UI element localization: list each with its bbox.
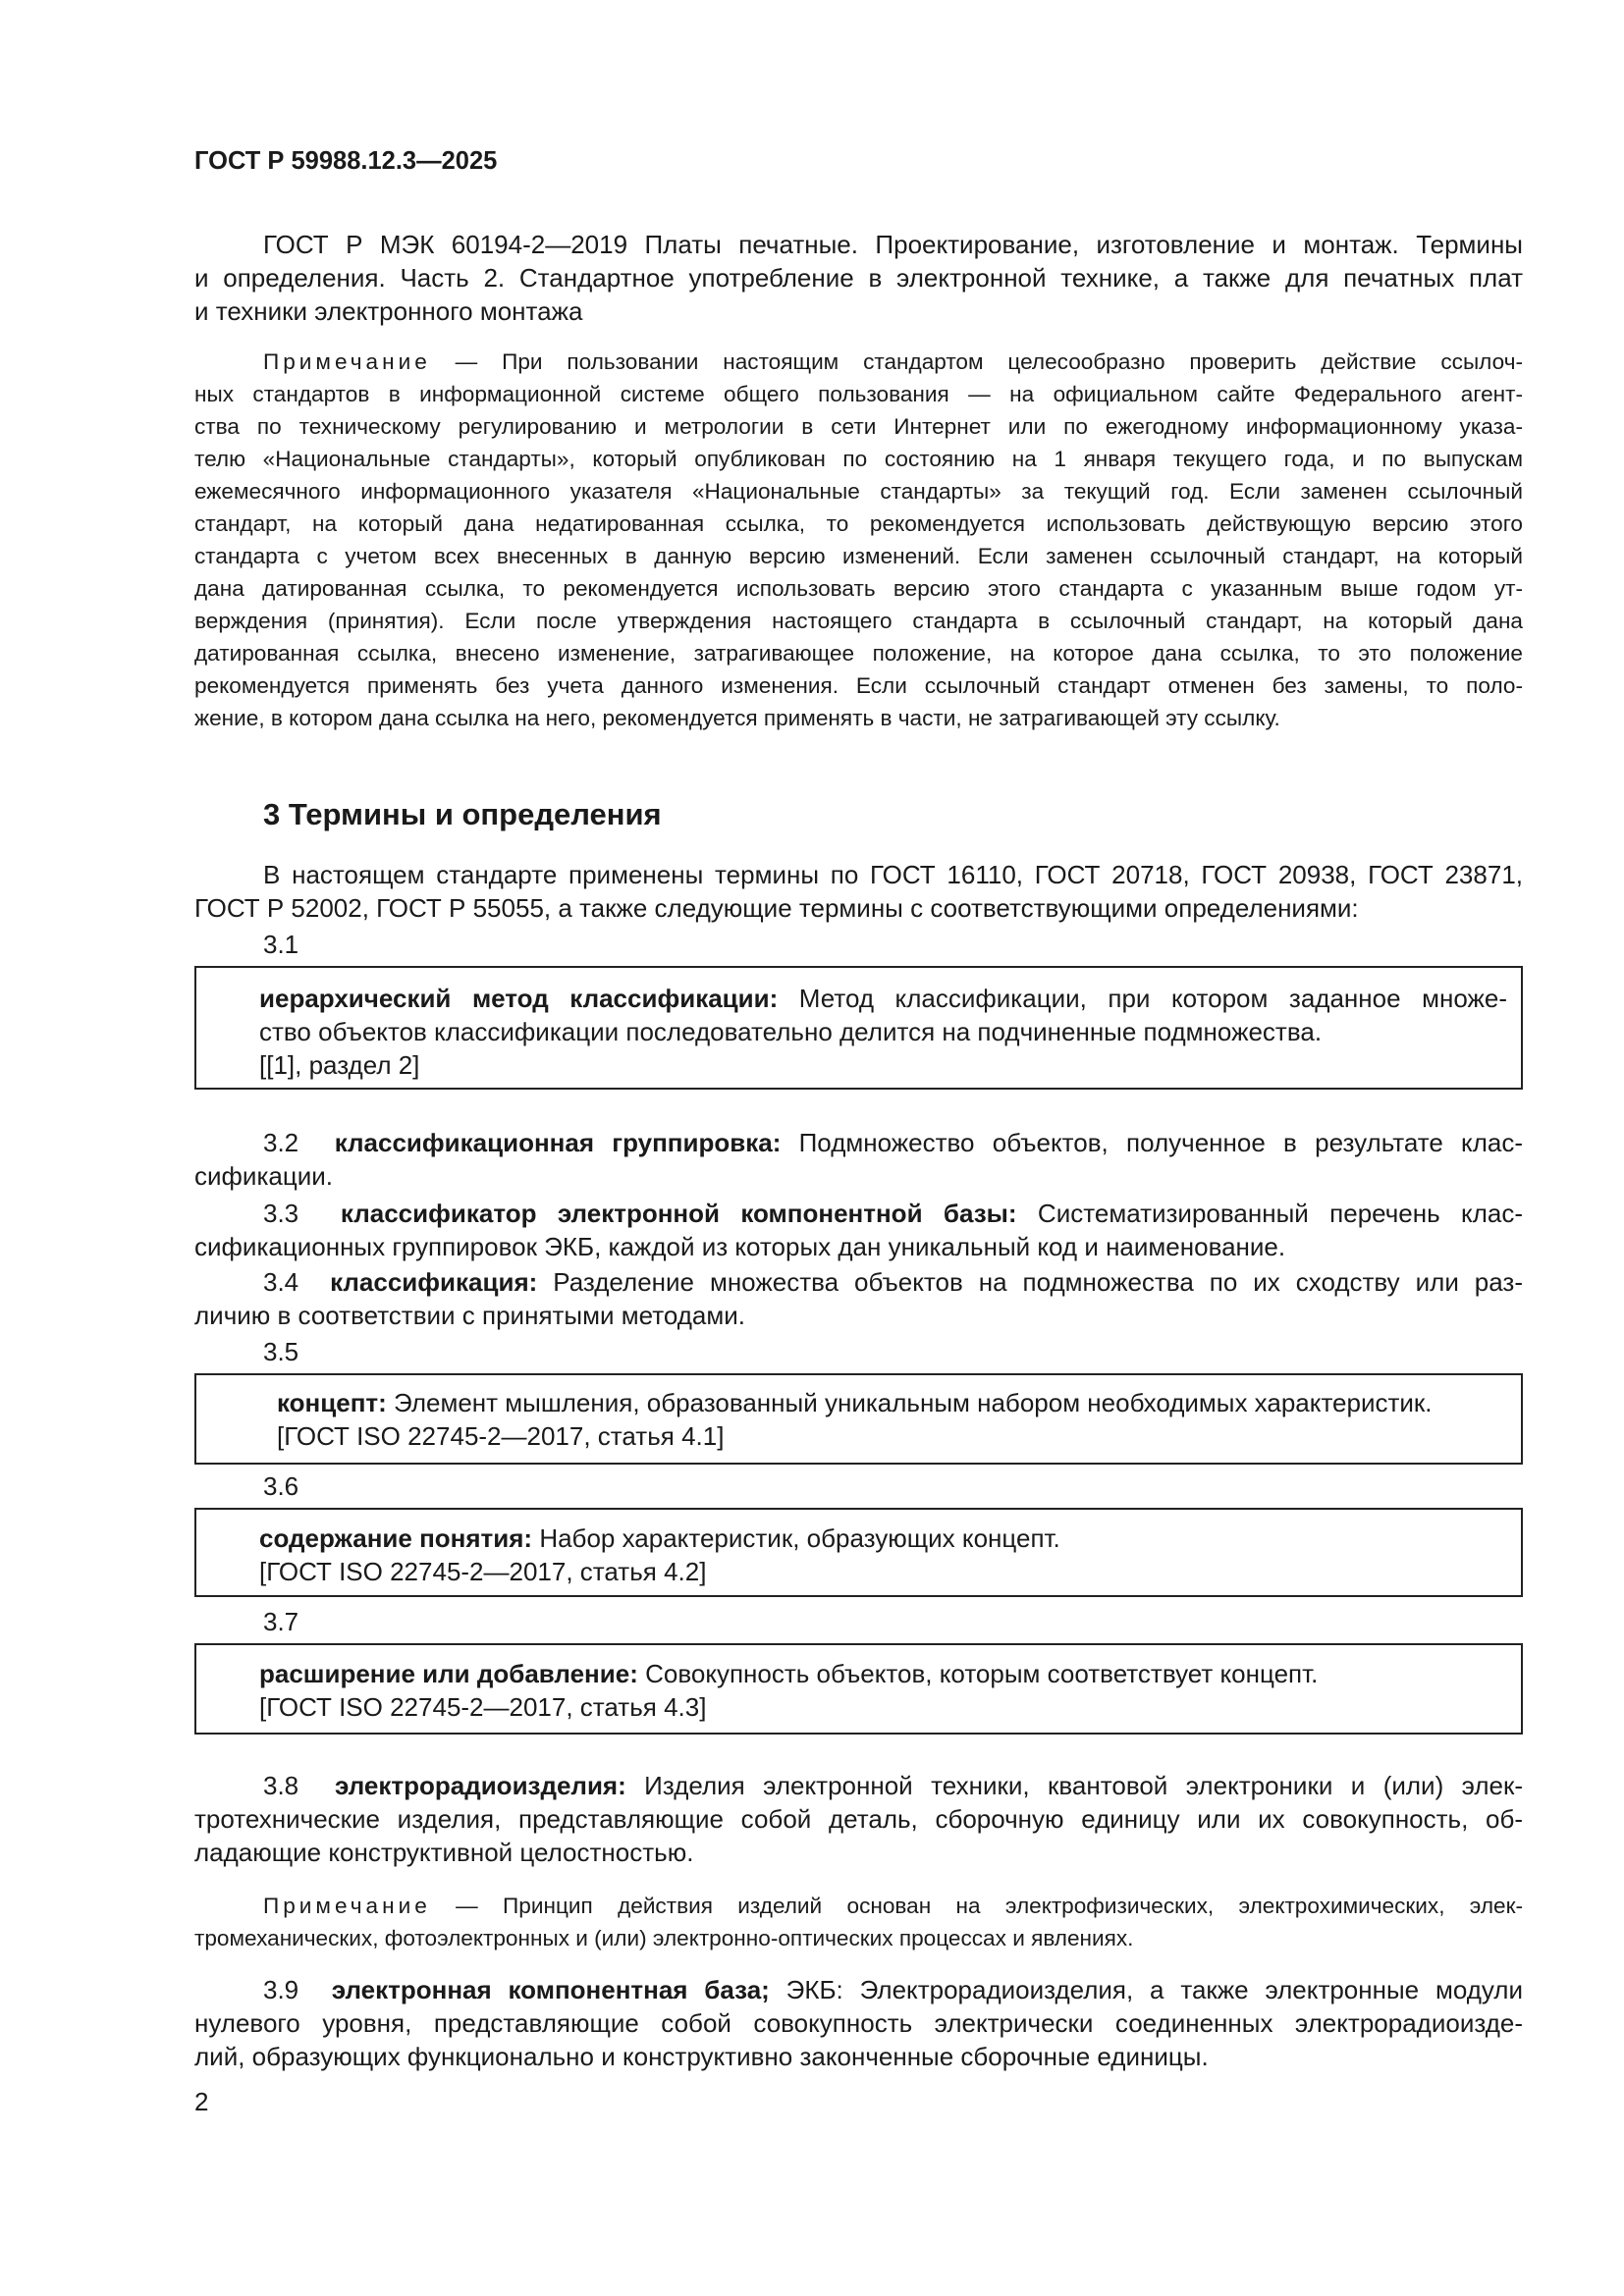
term-definition: Разделение множества объектов на подмножества по их сходству или раз-	[537, 1267, 1524, 1297]
term-title: электронная компонентная база;	[331, 1975, 770, 2004]
term-number: 3.9	[263, 1975, 299, 2004]
page-number: 2	[194, 2087, 209, 2116]
note-line: ежемесячного информационного указателя «Национальные стандарты» за текущий год. Если заменен ссылочный	[194, 479, 1523, 504]
term-title: классификация:	[330, 1267, 538, 1297]
term-definition: лий, образующих функционально и конструктивно законченные сборочные единицы.	[194, 2042, 1209, 2071]
term-number: 3.7	[263, 1607, 299, 1636]
reference-line: и определения. Часть 2. Стандартное употребление в электронной технике, а также для печатных плат	[194, 263, 1523, 293]
term-source: [[1], раздел 2]	[259, 1050, 420, 1080]
term-number: 3.3	[263, 1199, 299, 1228]
term-definition: Элемент мышления, образованный уникальным набором необходимых характеристик.	[386, 1388, 1433, 1417]
term-source: [ГОСТ ISO 22745-2—2017, статья 4.2]	[259, 1557, 707, 1586]
term-title: концепт:	[277, 1388, 387, 1417]
term-definition: Систематизированный перечень клас-	[1016, 1199, 1523, 1228]
term-title: классификатор электронной компонентной базы:	[340, 1199, 1017, 1228]
term-definition: личию в соответствии с принятыми методами.	[194, 1301, 745, 1330]
term-definition: сификационных группировок ЭКБ, каждой из которых дан уникальный код и наименование.	[194, 1232, 1286, 1261]
term-number: 3.1	[263, 930, 299, 959]
term-title: иерархический метод классификации:	[259, 984, 779, 1013]
term-number: 3.4	[263, 1267, 299, 1297]
term-definition: ЭКБ: Электрорадиоизделия, а также электронные модули	[769, 1975, 1524, 2004]
note-line: стандарт, на который дана недатированная ссылка, то рекомендуется использовать действующую версию этого	[194, 511, 1523, 536]
note-line: ных стандартов в информационной системе общего пользования — на официальном сайте Федерального агент-	[194, 382, 1523, 406]
note-line: жение, в котором дана ссылка на него, рекомендуется применять в части, не затрагивающей эту ссылку.	[194, 706, 1280, 730]
note-line: телю «Национальные стандарты», который опубликован по состоянию на 1 января текущего года, и по выпускам	[194, 447, 1523, 471]
section-intro-line: В настоящем стандарте применены термины по ГОСТ 16110, ГОСТ 20718, ГОСТ 20938, ГОСТ 23871,	[263, 860, 1523, 889]
term-definition: Изделия электронной техники, квантовой электроники и (или) элек-	[625, 1771, 1524, 1800]
term-definition: нулевого уровня, представляющие собой совокупность электрически соединенных электрорадиоизде-	[194, 2008, 1523, 2038]
term-number: 3.5	[263, 1337, 299, 1366]
note-label: Примечание	[263, 349, 431, 374]
term-definition: Совокупность объектов, которым соответствует концепт.	[637, 1659, 1319, 1688]
term-definition: Подмножество объектов, полученное в результате клас-	[781, 1128, 1524, 1157]
note-text: — При пользовании настоящим стандартом целесообразно проверить действие ссылоч-	[430, 349, 1523, 374]
term-title: электрорадиоизделия:	[335, 1771, 626, 1800]
note-line: дана датированная ссылка, то рекомендуется использовать версию этого стандарта с указанным выше годом ут-	[194, 576, 1523, 601]
term-definition: тротехнические изделия, представляющие собой деталь, сборочную единицу или их совокупность, об-	[194, 1804, 1523, 1834]
term-definition: ладающие конструктивной целостностью.	[194, 1838, 694, 1867]
term-title: содержание понятия:	[259, 1523, 533, 1553]
note-line: стандарта с учетом всех внесенных в данную версию изменений. Если заменен ссылочный стандарт, на который	[194, 544, 1523, 568]
note-line: верждения (принятия). Если после утверждения настоящего стандарта в ссылочный стандарт, на который дана	[194, 609, 1523, 633]
note-text: — Принцип действия изделий основан на электрофизических, электрохимических, элек-	[430, 1894, 1523, 1918]
section-intro-line: ГОСТ Р 52002, ГОСТ Р 55055, а также следующие термины с соответствующими определениями:	[194, 893, 1359, 923]
note-line: датированная ссылка, внесено изменение, затрагивающее положение, на которое дана ссылка, то это положение	[194, 641, 1523, 666]
note-label: Примечание	[263, 1894, 431, 1918]
term-number: 3.6	[263, 1471, 299, 1501]
term-definition: Набор характеристик, образующих концепт.	[532, 1523, 1060, 1553]
term-definition: ство объектов классификации последовательно делится на подчиненные подмножества.	[259, 1017, 1323, 1046]
term-source: [ГОСТ ISO 22745-2—2017, статья 4.3]	[259, 1692, 707, 1722]
term-number: 3.2	[263, 1128, 299, 1157]
term-number: 3.8	[263, 1771, 299, 1800]
note-line: рекомендуется применять без учета данного изменения. Если ссылочный стандарт отменен без замены, то поло-	[194, 673, 1523, 698]
document-header: ГОСТ Р 59988.12.3—2025	[194, 147, 498, 175]
reference-line: и техники электронного монтажа	[194, 296, 583, 326]
term-title: расширение или добавление:	[259, 1659, 638, 1688]
term-title: классификационная группировка:	[334, 1128, 782, 1157]
term-definition: Метод классификации, при котором заданное множе-	[778, 984, 1507, 1013]
note-line: тромеханических, фотоэлектронных и (или) электронно-оптических процессах и явлениях.	[194, 1926, 1134, 1950]
reference-line: ГОСТ Р МЭК 60194-2—2019 Платы печатные. Проектирование, изготовление и монтаж. Термины	[263, 230, 1523, 259]
note-line: ства по техническому регулированию и метрологии в сети Интернет или по ежегодному информационному указа-	[194, 414, 1523, 439]
section-heading: 3 Термины и определения	[263, 797, 662, 831]
term-source: [ГОСТ ISO 22745-2—2017, статья 4.1]	[277, 1421, 725, 1451]
term-definition: сификации.	[194, 1161, 334, 1191]
